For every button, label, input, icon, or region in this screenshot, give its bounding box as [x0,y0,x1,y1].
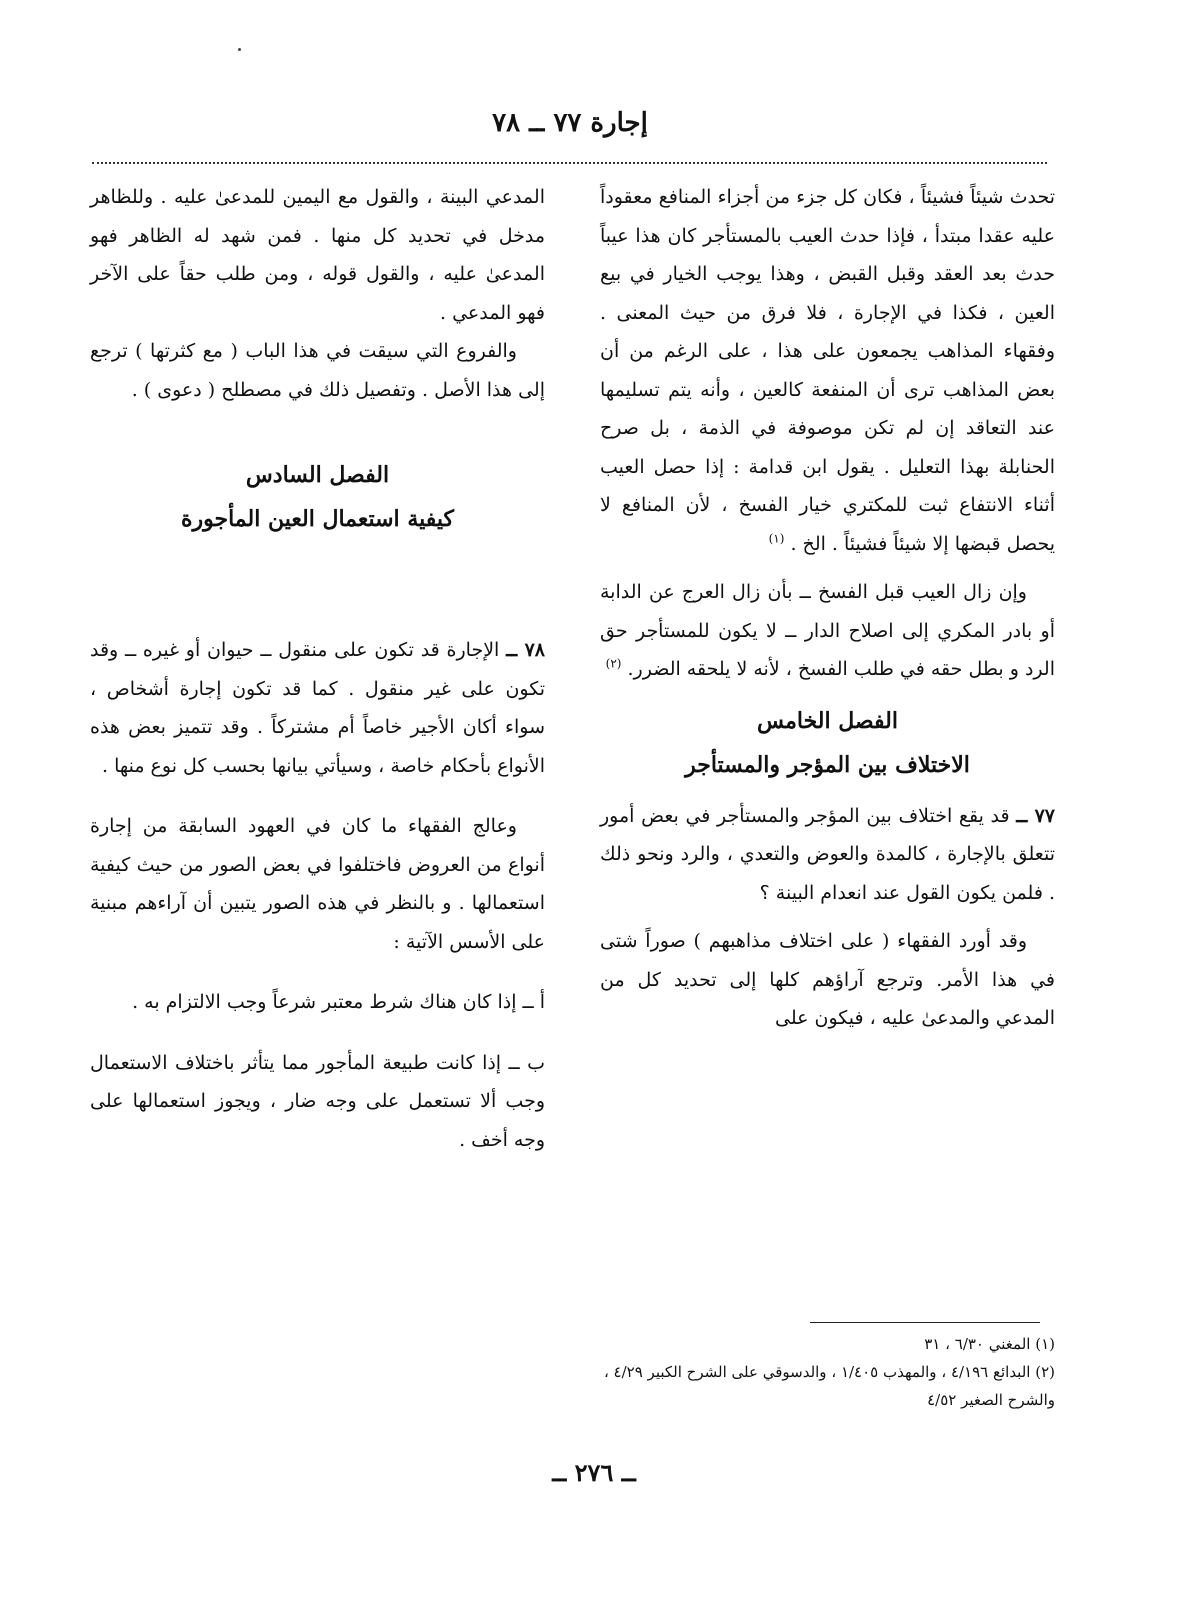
item-number: ٧٨ ــ [506,639,545,661]
paragraph-text: تحدث شيئاً فشيئاً ، فكان كل جزء من أجزاء المنافع معقوداً عليه عقدا مبتدأ ، فإذا حدث العيب بالمستأجر كان هذا عيباً حدث بعد العقد وقبل القبض ، وهذا يوجب الخيار في بيع العين ، فكذا في الإجارة ، فلا فرق من حيث المعنى . وفقهاء المذاهب يجمعون على هذا ، على الرغم من أن بعض المذاهب ترى أن المنفعة كالعين ، وأنه يتم تسليمها عند التعاقد إن لم تكن موصوفة في الذمة ، بل صرح الحنابلة بهذا التعليل . يقول ابن قدامة : إذا حصل العيب أثناء الانتفاع ثبت للمكتري خيار الفسخ ، لأن المنافع لا يحصل قبضها إلا شيئاً فشيئاً . الخ . [600,186,1055,555]
paragraph: وقد أورد الفقهاء ( على اختلاف مذاهبهم ) صوراً شتى في هذا الأمر. وترجع آراؤهم كلها إلى تحديد كل من المدعي والمدعىٰ عليه ، فيكون على [600,930,1055,1029]
paragraph: المدعي البينة ، والقول مع اليمين للمدعىٰ عليه . وللظاهر مدخل في تحديد كل منها . فمن شهد له الظاهر فهو المدعىٰ عليه ، والقول قوله ، ومن طلب حقاً على الآخر فهو المدعي . [90,186,545,324]
paragraph [600,573,1055,689]
item-text: الإجارة قد تكون على منقول ــ حيوان أو غيره ــ وقد تكون على غير منقول . كما قد تكون إجارة أشخاص ، سواء أكان الأجير خاصاً أم مشتركاً . وقد تتميز بعض هذه الأنواع بأحكام خاصة ، وسيأتي بيانها بحسب كل نوع منها . [90,639,545,777]
numbered-item [600,797,1055,913]
section-title: الفصل السادس [245,462,390,488]
footnotes [600,1330,1055,1414]
section-subtitle: الاختلاف بين المؤجر والمستأجر [685,751,970,778]
footnote: (١) المغني ٦/٣٠ ، ٣١ [924,1335,1055,1353]
left-column [90,178,545,1159]
item-number: ٧٧ ــ [1016,804,1056,827]
header-dotted-rule [92,162,1047,164]
footnote-ref: (١) [768,531,785,546]
footnote: (٢) البدائع ٤/١٩٦ ، والمهذب ١/٤٠٥ ، والدسوقي على الشرح الكبير ٤/٢٩ ، والشرح الصغير ٤/٥٢ [603,1363,1055,1409]
paragraph: والفروع التي سيقت في هذا الباب ( مع كثرتها ) ترجع إلى هذا الأصل . وتفصيل ذلك في مصطلح ( دعوى ) . [90,340,545,401]
footnote-separator [810,1322,1040,1323]
paragraph [600,178,1055,563]
list-item: ب ــ إذا كانت طبيعة المأجور مما يتأثر باختلاف الاستعمال وجب ألا تستعمل على وجه ضار ، ويجوز استعمالها على وجه أخف . [90,1051,545,1151]
right-column [600,178,1055,1038]
page-number: ــ ٢٧٦ ــ [552,1458,636,1487]
section-title: الفصل الخامس [757,707,898,734]
list-item: أ ــ إذا كان هناك شرط معتبر شرعاً وجب الالتزام به . [132,991,545,1013]
footnote-ref: (٢) [605,656,622,671]
running-header: إجارة ٧٧ ــ ٧٨ [492,108,648,138]
paragraph-text: وإن زال العيب قبل الفسخ ــ بأن زال العرج عن الدابة أو بادر المكري إلى اصلاح الدار ــ لا يكون للمستأجر حق الرد و بطل حقه في طلب الفسخ ، لأنه لا يلحقه الضرر. [600,581,1055,680]
item-text: قد يقع اختلاف بين المؤجر والمستأجر في بعض أمور تتعلق بالإجارة ، كالمدة والعوض والتعدي ، والرد ونحو ذلك . فلمن يكون القول عند انعدام البينة ؟ [600,804,1055,904]
paragraph: وعالج الفقهاء ما كان في العهود السابقة من إجارة أنواع من العروض فاختلفوا في بعض الصور من حيث كيفية استعمالها . و بالنظر في هذه الصور يتبين أن آراءهم مبنية على الأسس الآتية : [90,815,545,953]
scan-speck [238,48,241,51]
numbered-item [90,631,545,785]
section-subtitle: كيفية استعمال العين المأجورة [180,506,455,532]
